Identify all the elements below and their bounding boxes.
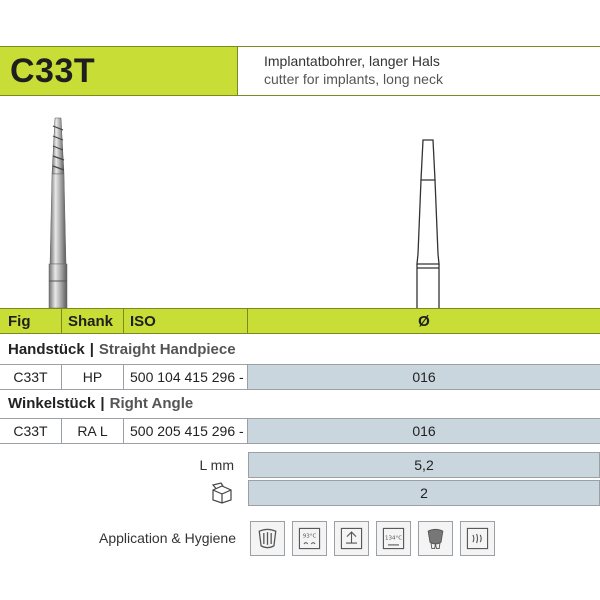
cell-iso: 500 104 415 296 - (124, 365, 248, 389)
length-label: L mm (199, 457, 234, 473)
header-shank: Shank (62, 309, 124, 333)
ultrasonic-cleaning-icon (460, 521, 495, 556)
section-title-right-angle (0, 391, 600, 415)
product-header (0, 46, 600, 96)
section-title-de: Handstück (8, 340, 85, 358)
section-separator: | (100, 394, 105, 412)
cell-diameter: 016 (248, 365, 600, 389)
package-value: 2 (248, 480, 600, 506)
table-row (0, 364, 600, 390)
length-row (0, 452, 600, 478)
product-description-cell (238, 46, 600, 96)
product-description-de: Implantatbohrer, langer Hals (264, 53, 440, 69)
package-label (0, 480, 248, 506)
package-box-icon (210, 482, 234, 504)
section-title-de: Winkelstück (8, 394, 96, 412)
dental-lab-application-icon (250, 521, 285, 556)
sterilizer-text: 134°C (384, 534, 403, 541)
section-separator: | (89, 340, 94, 358)
header-diameter: Ø (418, 312, 430, 330)
application-hygiene-row (0, 518, 600, 558)
cell-fig: C33T (0, 419, 62, 443)
section-title-en: Right Angle (109, 394, 194, 412)
cell-fig: C33T (0, 365, 62, 389)
bur-drawing-image (398, 96, 458, 308)
table-row (0, 418, 600, 444)
package-row (0, 480, 600, 506)
application-label: Application & Hygiene (99, 530, 236, 546)
cell-shank: HP (62, 365, 124, 389)
product-image-area (0, 96, 600, 308)
sterilizer-icon (376, 521, 411, 556)
application-icons (250, 521, 495, 556)
product-description-en: cutter for implants, long neck (264, 71, 443, 87)
cell-shank: RA L (62, 419, 124, 443)
disinfection-bath-icon (334, 521, 369, 556)
table-header-row (0, 308, 600, 334)
section-title-en: Straight Handpiece (98, 340, 236, 358)
cell-diameter: 016 (248, 419, 600, 443)
length-value: 5,2 (248, 452, 600, 478)
header-fig: Fig (0, 309, 62, 333)
header-iso: ISO (124, 309, 248, 333)
product-code-cell (0, 46, 238, 96)
crown-preparation-icon (418, 521, 453, 556)
section-title-straight-handpiece (0, 337, 600, 361)
bur-photo-image (20, 96, 100, 308)
product-code: C33T (10, 51, 96, 90)
cell-iso: 500 205 415 296 - (124, 419, 248, 443)
thermo-text: 93°C (302, 533, 317, 540)
thermo-disinfector-icon (292, 521, 327, 556)
